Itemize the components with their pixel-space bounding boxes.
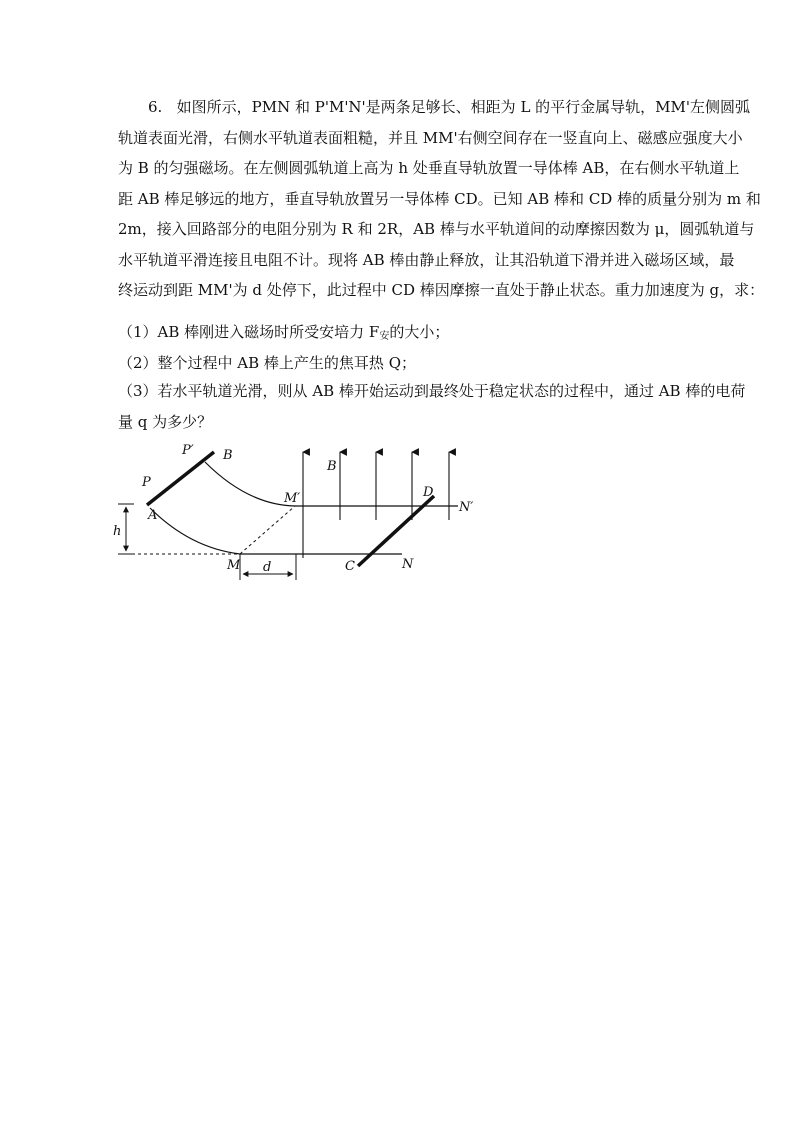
ampere-subscript: 安 [379, 331, 390, 342]
label-m-prime: M′ [284, 491, 301, 506]
statement-line-1: 6. 如图所示，PMN 和 P'M'N'是两条足够长、相距为 L 的平行金属导轨，MM'左侧圆弧 [148, 98, 751, 116]
rod-ab [147, 452, 214, 505]
label-d-distance: d [263, 560, 272, 575]
question-2: （2）整个过程中 AB 棒上产生的焦耳热 Q； [118, 354, 417, 372]
problem-number: 6. [148, 98, 163, 116]
statement-line-2: 轨道表面光滑，右侧水平轨道表面粗糙，并且 MM'右侧空间存在一竖直向上、磁感应强度大小 [118, 128, 743, 147]
question-3-line-2: 量 q 为多少？ [118, 412, 213, 431]
statement-line-6: 水平轨道平滑连接且电阻不计。现将 AB 棒由静止释放，让其沿轨道下滑并进入磁场区域，最 [118, 250, 735, 269]
label-h: h [113, 524, 122, 539]
question-3-line-1: （3）若水平轨道光滑，则从 AB 棒开始运动到最终处于稳定状态的过程中，通过 AB 棒的电荷 [118, 382, 746, 400]
label-p: P [142, 475, 151, 490]
label-m: M [227, 558, 241, 573]
label-p-prime: P′ [182, 443, 194, 458]
label-b-field: B [327, 459, 337, 474]
upper-arc-rail [205, 462, 295, 506]
lower-arc-rail [150, 508, 240, 554]
label-d-end: D [423, 485, 434, 500]
statement-line-4: 距 AB 棒足够远的地方，垂直导轨放置另一导体棒 CD。已知 AB 棒和 CD 棒的质量分别为 m 和 [118, 189, 761, 208]
statement-line-5: 2m，接入回路部分的电阻分别为 R 和 2R，AB 棒与水平轨道间的动摩擦因数为 μ，圆弧轨道与 [118, 220, 755, 238]
label-n: N [402, 557, 414, 572]
label-c-end: C [345, 559, 355, 574]
question-1: （1）AB 棒刚进入磁场时所受安培力 $F_安$的大小； [118, 323, 450, 342]
mm-prime-dashed-line [240, 506, 295, 554]
label-n-prime: N′ [459, 500, 474, 515]
statement-line-7: 终运动到距 MM'为 d 处停下，此过程中 CD 棒因摩擦一直处于静止状态。重力加速度为 g，求： [118, 281, 765, 299]
label-a-end: A [148, 508, 158, 523]
label-b-rod-end: B [223, 448, 233, 463]
statement-line-3: 为 B 的匀强磁场。在左侧圆弧轨道上高为 h 处垂直导轨放置一导体棒 AB，在右侧水平轨道上 [118, 159, 740, 177]
